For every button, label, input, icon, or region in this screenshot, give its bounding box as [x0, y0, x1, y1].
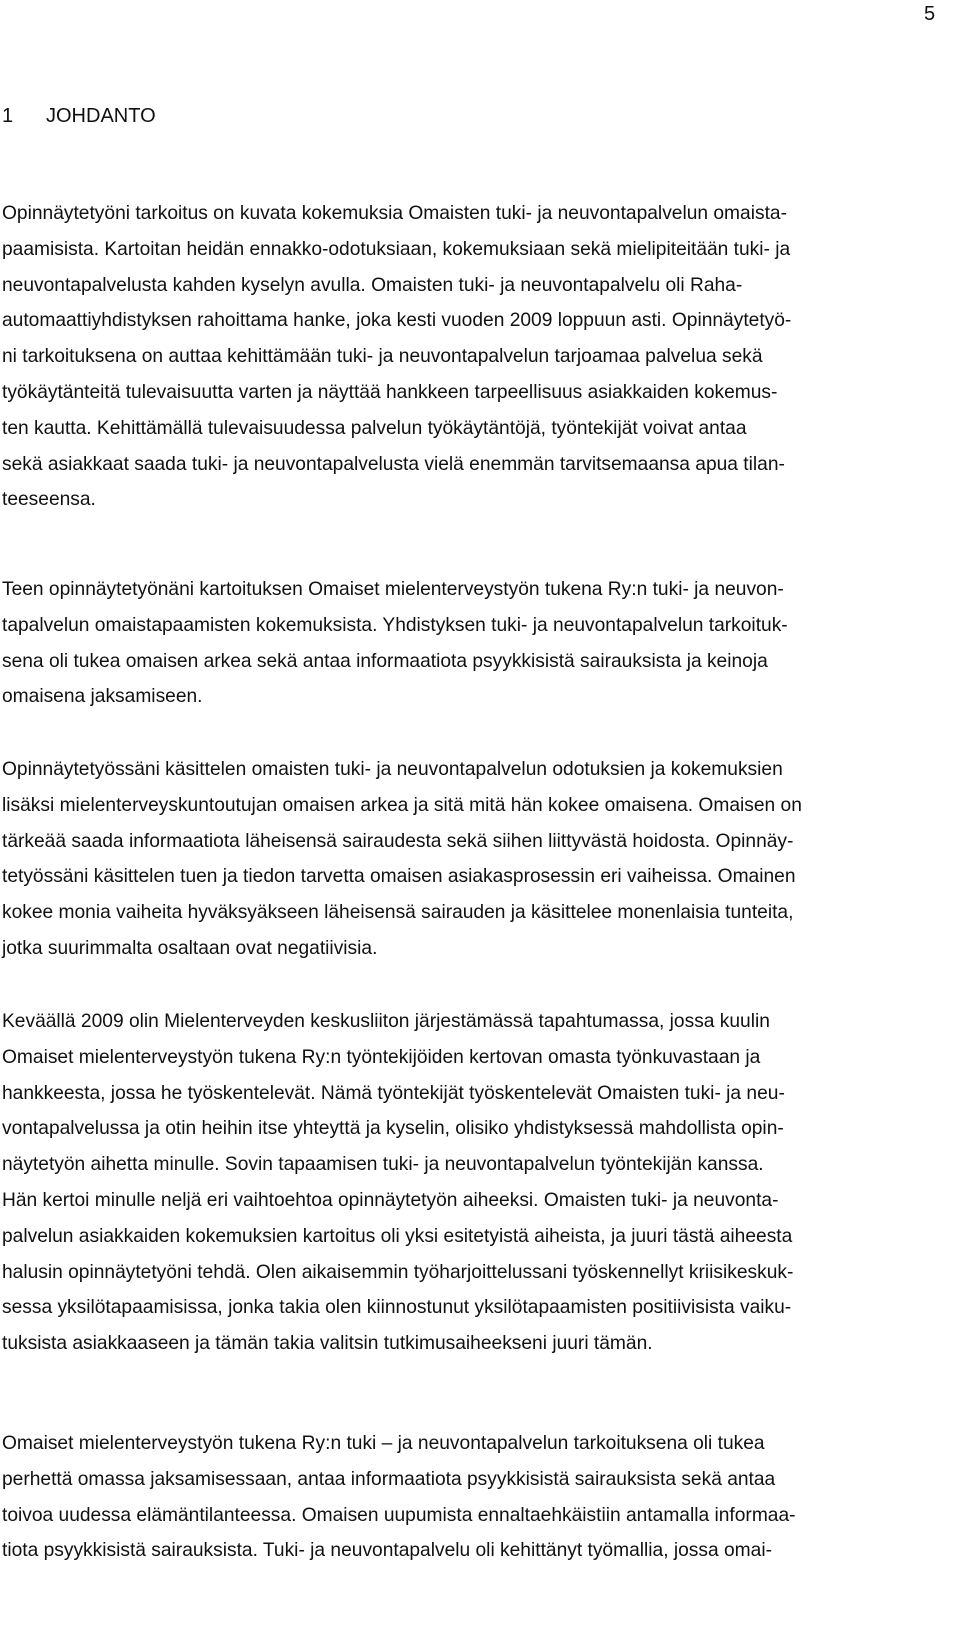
paragraph-line: Hän kertoi minulle neljä eri vaihtoehtoa opinnäytetyön aiheeksi. Omaisten tuki- ja neuvonta-: [2, 1189, 779, 1211]
paragraph-line: tetyössäni käsittelen tuen ja tiedon tarvetta omaisen asiakasprosessin eri vaiheissa. Omainen: [2, 866, 796, 888]
paragraph-line: perhettä omassa jaksamisessaan, antaa informaatiota psyykkisistä sairauksista sekä antaa: [2, 1468, 776, 1490]
paragraph: [2, 1004, 793, 1362]
paragraph: [2, 572, 788, 715]
paragraph-line: Opinnäytetyössäni käsittelen omaisten tuki- ja neuvontapalvelun odotuksien ja kokemuksien: [2, 759, 783, 780]
paragraph-line: näytetyön aihetta minulle. Sovin tapaamisen tuki- ja neuvontapalvelun työntekijän kanssa.: [2, 1154, 764, 1176]
paragraph-line: Omaiset mielenterveystyön tukena Ry:n työntekijöiden kertovan omasta työnkuvastaan ja: [2, 1046, 761, 1068]
paragraph-line: halusin opinnäytetyöni tehdä. Olen aikaisemmin työharjoittelussani työskennellyt kriisikeskuk-: [2, 1261, 794, 1283]
chapter-title: JOHDANTO: [46, 105, 156, 127]
paragraph-line: automaattiyhdistyksen rahoittama hanke, joka kesti vuoden 2009 loppuun asti. Opinnäytetyö-: [2, 310, 792, 332]
paragraph-line: tärkeää saada informaatiota läheisensä sairaudesta sekä siihen liittyvästä hoidosta. Opinnäy-: [2, 830, 794, 852]
paragraph-line: lisäksi mielenterveyskuntoutujan omaisen arkea ja sitä mitä hän kokee omaisena. Omaisen on: [2, 794, 802, 816]
paragraph-line: kokee monia vaiheita hyväksyäkseen läheisensä sairauden ja käsittelee monenlaisia tunteita,: [2, 902, 794, 924]
paragraph-line: paamisista. Kartoitan heidän ennakko-odotuksiaan, kokemuksiaan sekä mielipiteitään tuki- ja: [2, 238, 791, 260]
page-number: 5: [924, 3, 936, 25]
paragraph-line: sena oli tukea omaisen arkea sekä antaa informaatiota psyykkisistä sairauksista ja keinoja: [2, 650, 768, 672]
paragraph-line: työkäytänteitä tulevaisuutta varten ja näyttää hankkeen tarpeellisuus asiakkaiden kokemus-: [2, 381, 778, 403]
paragraph-line: Omaiset mielenterveystyön tukena Ry:n tuki – ja neuvontapalvelun tarkoituksena oli tukea: [2, 1433, 765, 1454]
paragraph-line: jotka suurimmalta osaltaan ovat negatiivisia.: [2, 937, 378, 959]
paragraph-line: teeseensa.: [2, 489, 96, 511]
paragraph-line: hankkeesta, jossa he työskentelevät. Nämä työntekijät työskentelevät Omaisten tuki- ja neu-: [2, 1082, 785, 1104]
paragraph-line: ten kautta. Kehittämällä tulevaisuudessa palvelun työkäytäntöjä, työntekijät voivat antaa: [2, 417, 747, 439]
paragraph-line: ni tarkoituksena on auttaa kehittämään tuki- ja neuvontapalvelun tarjoamaa palvelua sekä: [2, 346, 763, 368]
paragraph-line: sessa yksilötapaamisissa, jonka takia olen kiinnostunut yksilötapaamisten positiivisista vaiku-: [2, 1297, 792, 1319]
paragraph-line: Opinnäytetyöni tarkoitus on kuvata kokemuksia Omaisten tuki- ja neuvontapalvelun omaista-: [2, 203, 787, 224]
paragraph-line: tuksista asiakkaaseen ja tämän takia valitsin tutkimusaiheekseni juuri tämän.: [2, 1333, 653, 1355]
chapter-heading: [2, 104, 156, 128]
paragraph-line: toivoa uudessa elämäntilanteessa. Omaisen uupumista ennaltaehkäistiin antamalla informaa-: [2, 1504, 796, 1526]
paragraph-line: tapalvelun omaistapaamisten kokemuksista. Yhdistyksen tuki- ja neuvontapalvelun tarkoituk-: [2, 614, 788, 636]
paragraph: [2, 196, 791, 518]
paragraph-line: neuvontapalvelusta kahden kyselyn avulla. Omaisten tuki- ja neuvontapalvelu oli Raha-: [2, 274, 743, 296]
paragraph-line: Teen opinnäytetyönäni kartoituksen Omaiset mielenterveystyön tukena Ry:n tuki- ja neuvon-: [2, 579, 784, 600]
paragraph-line: vontapalvelussa ja otin heihin itse yhteyttä ja kyselin, olisiko yhdistyksessä mahdollista opin-: [2, 1118, 784, 1140]
paragraph-line: omaisena jaksamiseen.: [2, 686, 203, 708]
paragraph: [2, 1426, 796, 1569]
paragraph-line: tiota psyykkisistä sairauksista. Tuki- ja neuvontapalvelu oli kehittänyt työmallia, jossa omai-: [2, 1540, 772, 1562]
chapter-number: 1: [2, 105, 14, 127]
paragraph-line: Keväällä 2009 olin Mielenterveyden keskusliiton järjestämässä tapahtumassa, jossa kuulin: [2, 1011, 770, 1032]
paragraph: [2, 752, 802, 967]
paragraph-line: sekä asiakkaat saada tuki- ja neuvontapalvelusta vielä enemmän tarvitsemaansa apua tilan-: [2, 453, 785, 475]
paragraph-line: palvelun asiakkaiden kokemuksien kartoitus oli yksi esitetyistä aiheista, ja juuri tästä aiheesta: [2, 1225, 793, 1247]
